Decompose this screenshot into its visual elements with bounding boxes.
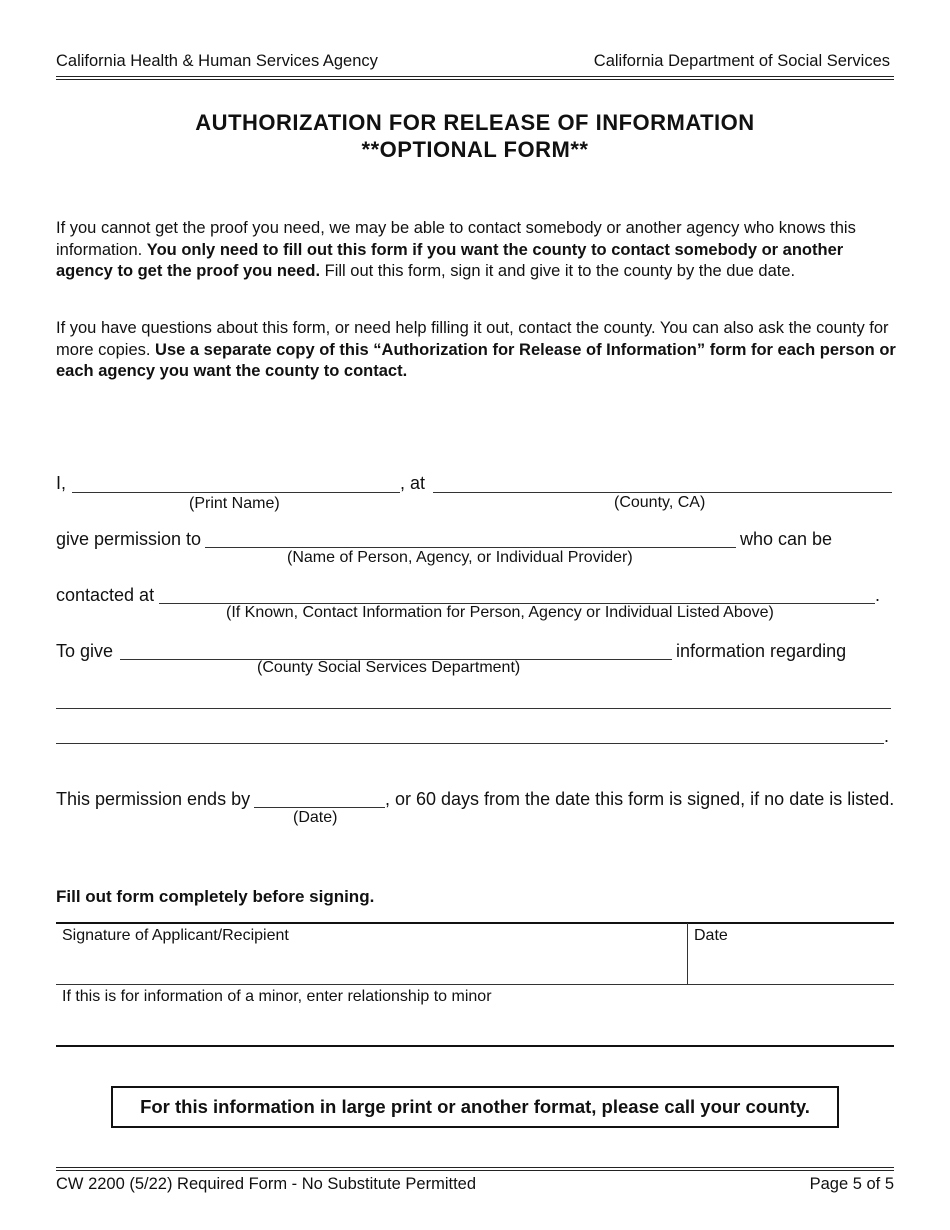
name-caption: (Name of Person, Agency, or Individual Provider): [287, 549, 633, 566]
contacted-at-text: contacted at: [56, 585, 155, 605]
who-can-be-text: who can be: [740, 529, 833, 549]
page-number: Page 5 of 5: [809, 1175, 894, 1193]
authorized-party-field[interactable]: [205, 547, 736, 548]
to-give-text: To give: [56, 641, 114, 661]
signing-instruction: Fill out form completely before signing.: [56, 887, 375, 906]
signature-bottom-rule: [56, 984, 894, 985]
intro-paragraph-1: If you cannot get the proof you need, we may be able to contact somebody or another agency who knows this information. You only need to fill out this form if you want the county to contact somebody or another agency to get the proof you need. Fill out this form, sign it and give it to the county by the due date.: [56, 219, 856, 280]
agency-name: California Health & Human Services Agency: [56, 52, 378, 70]
information-regarding-text: information regarding: [676, 641, 847, 661]
department-caption: (County Social Services Department): [257, 659, 521, 676]
permission-ends-text: This permission ends by: [56, 789, 251, 809]
signature-field[interactable]: [56, 943, 686, 983]
regarding-field-line-1[interactable]: [56, 708, 891, 709]
large-print-notice: For this information in large print or another format, please call your county.: [111, 1086, 839, 1128]
contact-caption: (If Known, Contact Information for Person, Agency or Individual Listed Above): [226, 604, 774, 621]
regarding-period: .: [884, 726, 890, 746]
i-prefix: I,: [56, 473, 67, 493]
form-id: CW 2200 (5/22) Required Form - No Substitute Permitted: [56, 1175, 477, 1193]
minor-relationship-field[interactable]: [56, 1006, 894, 1044]
intro-paragraph-2: If you have questions about this form, or need help filling it out, contact the county. You can also ask the county for more copies. Use a separate copy of this “Authorization for Release of Information” form for each person or each agency you want the county to contact.: [56, 319, 896, 380]
header-divider: [56, 76, 894, 80]
form-subtitle: **OPTIONAL FORM**: [361, 137, 589, 162]
minor-relationship-label: If this is for information of a minor, enter relationship to minor: [62, 988, 492, 1005]
at-text: , at: [400, 473, 426, 493]
date-caption: (Date): [293, 809, 338, 826]
signature-date-divider: [687, 923, 688, 984]
county-caption: (County, CA): [614, 494, 706, 511]
regarding-field-line-2[interactable]: [56, 743, 884, 744]
county-field[interactable]: [433, 492, 892, 493]
date-label: Date: [694, 927, 728, 944]
signature-date-field[interactable]: [690, 943, 890, 983]
print-name-caption: (Print Name): [189, 495, 280, 512]
department-name: California Department of Social Services: [593, 52, 890, 70]
give-permission-text: give permission to: [56, 529, 202, 549]
signature-label: Signature of Applicant/Recipient: [62, 927, 289, 944]
print-name-field[interactable]: [72, 492, 400, 493]
form-title: AUTHORIZATION FOR RELEASE OF INFORMATION: [195, 110, 755, 135]
end-date-field[interactable]: [254, 807, 385, 808]
signature-top-rule: [56, 922, 894, 924]
minor-bottom-rule: [56, 1045, 894, 1047]
footer-divider: [56, 1167, 894, 1171]
contact-period: .: [875, 585, 881, 605]
permission-ends-suffix: , or 60 days from the date this form is signed, if no date is listed.: [385, 789, 895, 809]
